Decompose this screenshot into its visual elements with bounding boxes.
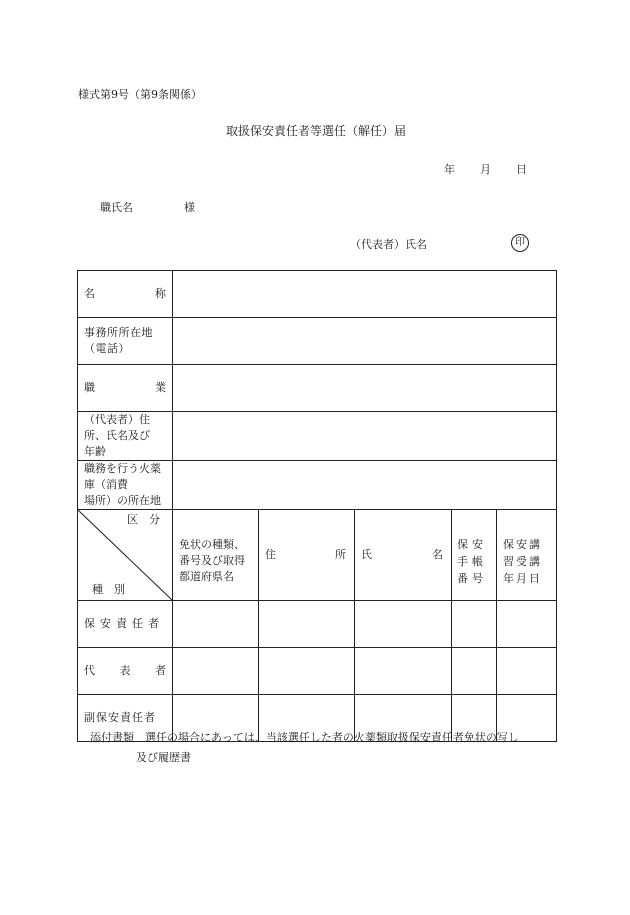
label-occupation-char-1: 職	[84, 381, 95, 394]
cell-officer-license	[173, 601, 259, 648]
header-notebook-line2: 手帳	[457, 554, 487, 568]
header-training-date	[497, 510, 557, 601]
header-name-char-2: 名	[432, 548, 443, 561]
header-notebook-line3: 番号	[457, 571, 487, 585]
label-representative-char-1: 代	[84, 664, 95, 677]
header-name	[355, 510, 452, 601]
corner-label-kubun: 区 分	[127, 513, 160, 526]
header-notebook-line1: 保安	[457, 537, 487, 551]
label-security-officer-text: 保安責任者	[84, 617, 164, 630]
label-name-char-2: 称	[155, 287, 166, 300]
cell-representative-license	[173, 648, 259, 695]
label-representative-char-2: 表	[119, 664, 131, 677]
label-representative-info	[78, 412, 173, 461]
label-security-officer	[78, 601, 173, 648]
header-address	[259, 510, 355, 601]
value-representative-info	[173, 412, 557, 461]
attachment-note-line2: 及び履歴書	[136, 751, 191, 764]
addressee-label: 職氏名	[100, 201, 133, 214]
row-occupation	[78, 365, 557, 412]
cell-officer-notebook	[452, 601, 497, 648]
value-name	[173, 271, 557, 318]
header-training-line2: 習受講	[503, 554, 542, 568]
header-license-line2: 番号及び取得	[179, 554, 245, 567]
seal-mark: 印	[511, 234, 529, 252]
label-magazine-location-line1: 職務を行う火薬庫（消費	[84, 462, 161, 491]
label-name	[78, 271, 173, 318]
value-office-address	[173, 318, 557, 365]
label-deputy-officer-text: 副保安責任者	[84, 711, 156, 724]
row-representative-info	[78, 412, 557, 461]
addressee-honorific: 様	[184, 201, 195, 214]
header-address-char-2: 所	[335, 548, 346, 561]
label-representative-char-3: 者	[155, 664, 166, 677]
cell-officer-training	[497, 601, 557, 648]
header-notebook-number	[452, 510, 497, 601]
label-name-char-1: 名	[84, 287, 95, 300]
row-office-address	[78, 318, 557, 365]
date-year-label: 年	[444, 163, 455, 176]
label-occupation	[78, 365, 173, 412]
corner-diagonal-cell	[78, 510, 173, 601]
notification-table	[77, 270, 557, 742]
header-name-char-1: 氏	[361, 548, 372, 561]
label-representative-info-line1: （代表者）住所、氏名及び	[84, 413, 150, 442]
label-occupation-char-2: 業	[155, 381, 166, 394]
label-representative	[78, 648, 173, 695]
header-training-line3: 年月日	[503, 571, 542, 585]
cell-representative-training	[497, 648, 557, 695]
value-magazine-location	[173, 461, 557, 510]
representative-name-label: （代表者）氏名	[350, 238, 427, 251]
cell-representative-name	[355, 648, 452, 695]
date-month-label: 月	[480, 163, 491, 176]
form-number: 様式第9号（第9条関係）	[78, 88, 202, 101]
cell-representative-notebook	[452, 648, 497, 695]
label-magazine-location	[78, 461, 173, 510]
row-security-officer	[78, 601, 557, 648]
header-address-char-1: 住	[265, 548, 276, 561]
grid-header-row	[78, 510, 557, 601]
value-occupation	[173, 365, 557, 412]
row-representative	[78, 648, 557, 695]
cell-officer-address	[259, 601, 355, 648]
date-day-label: 日	[516, 163, 527, 176]
label-office-address	[78, 318, 173, 365]
header-training-line1: 保安講	[503, 537, 542, 551]
row-magazine-location	[78, 461, 557, 510]
header-license	[173, 510, 259, 601]
form-title: 取扱保安責任者等選任（解任）届	[226, 124, 407, 138]
cell-officer-name	[355, 601, 452, 648]
cell-representative-address	[259, 648, 355, 695]
label-magazine-location-line2: 場所）の所在地	[84, 494, 161, 507]
attachment-note-line1: 添付書類 選任の場合にあっては、当該選任した者の火薬類取扱保安責任者免状の写し	[90, 731, 519, 744]
corner-label-shubetsu: 種 別	[92, 583, 125, 596]
header-license-line3: 都道府県名	[179, 570, 234, 583]
header-license-line1: 免状の種類、	[179, 538, 245, 551]
row-name	[78, 271, 557, 318]
label-office-address-text: 事務所所在地（電話）	[84, 326, 153, 355]
label-representative-info-line2: 年齢	[84, 445, 106, 458]
